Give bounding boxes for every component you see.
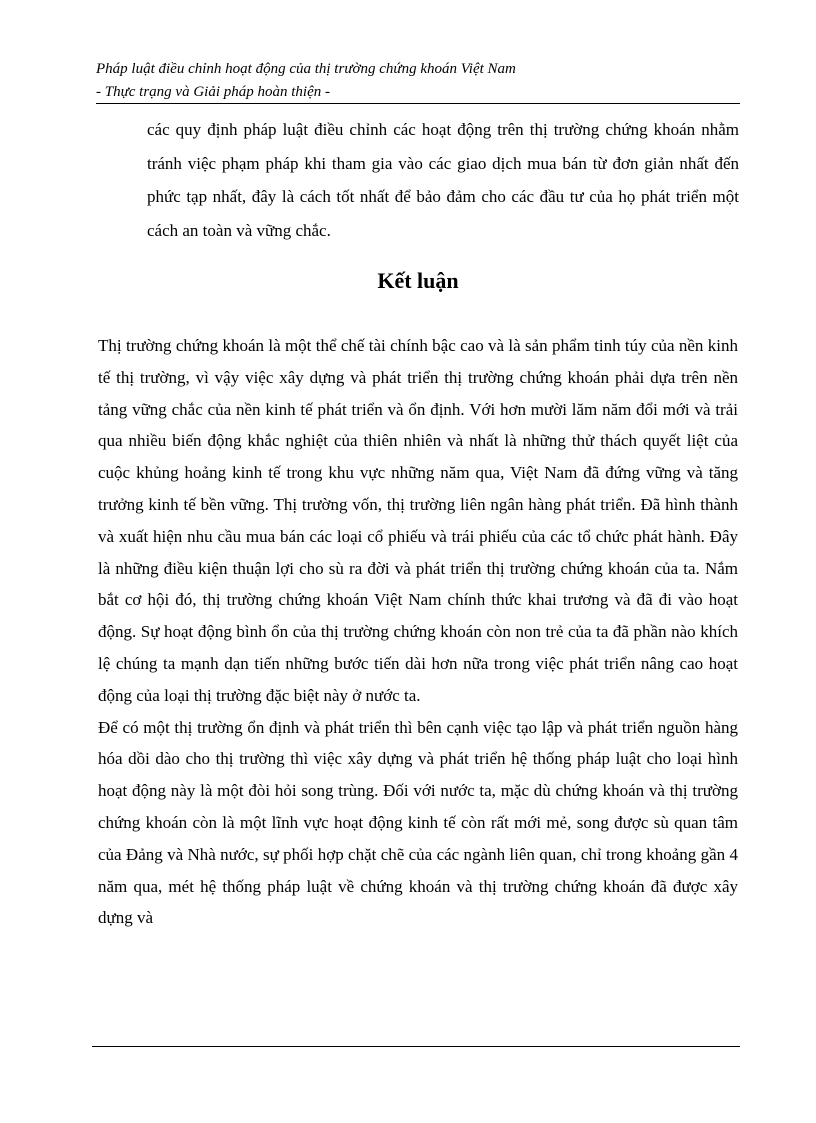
paragraph: Để có một thị trường ổn định và phát triển thì bên cạnh việc tạo lập và phát triển nguồn hàng hóa dồi dào cho thị trường thì việc xây dựng và phát triển hệ thống pháp luật cho loại hình hoạt động này là một đòi hỏi song trùng. Đối với nước ta, mặc dù chứng khoán và thị trường chứng khoán còn là một lĩnh vực hoạt động kinh tế còn rất mới mẻ, song được sù quan tâm của Đảng và Nhà nước, sự phối hợp chặt chẽ của các ngành liên quan, chỉ trong khoảng gần 4 năm qua, mét hệ thống pháp luật về chứng khoán và thị trường chứng khoán đã được xây dựng và bbox=[98, 717, 738, 928]
body-text bbox=[98, 330, 738, 934]
header-divider bbox=[96, 103, 740, 104]
paragraph: Thị trường chứng khoán là một thể chế tài chính bậc cao và là sản phẩm tinh túy của nền kinh tế thị trường, vì vậy việc xây dựng và phát triển thị trường chứng khoán phải dựa trên nền tảng vững chắc của nền kinh tế phát triển và ổn định. Với hơn mười lăm năm đổi mới và trải qua nhiều biến động khắc nghiệt của thiên nhiên và nhất là những thử thách quyết liệt của cuộc khủng hoảng kinh tế trong khu vực những năm qua, Việt Nam đã đứng vững và tăng trưởng kinh tế bền vững. Thị trường vốn, thị trường liên ngân hàng phát triển. Đã hình thành và xuất hiện nhu cầu mua bán các loại cổ phiếu và trái phiếu của các tổ chức phát hành. Đây là những điều kiện thuận lợi cho sù ra đời và phát triển thị trường chứng khoán của ta. Nắm bắt cơ hội đó, thị trường chứng khoán Việt Nam chính thức khai trương và đã đi vào hoạt động. Sự hoạt động bình ổn của thị trường chứng khoán còn non trẻ của ta đã phần nào khích lệ chúng ta mạnh dạn tiến những bước tiến dài hơn nữa trong việc phát triển nâng cao hoạt động của loại thị trường đặc biệt này ở nước ta. bbox=[98, 336, 738, 705]
running-header bbox=[96, 58, 740, 104]
intro-paragraph: các quy định pháp luật điều chỉnh các hoạt động trên thị trường chứng khoán nhằm tránh việc phạm pháp khi tham gia vào các giao dịch mua bán từ đơn giản nhất đến phức tạp nhất, đây là cách tốt nhất để bảo đảm cho các đầu tư của họ phát triển một cách an toàn và vững chắc. bbox=[147, 120, 739, 240]
footer-divider bbox=[92, 1046, 740, 1047]
section-title: Kết luận bbox=[377, 268, 459, 293]
header-line-1: Pháp luật điều chỉnh hoạt động của thị trường chứng khoán Việt Nam bbox=[96, 61, 516, 77]
header-line-2: - Thực trạng và Giải pháp hoàn thiện - bbox=[96, 84, 330, 100]
